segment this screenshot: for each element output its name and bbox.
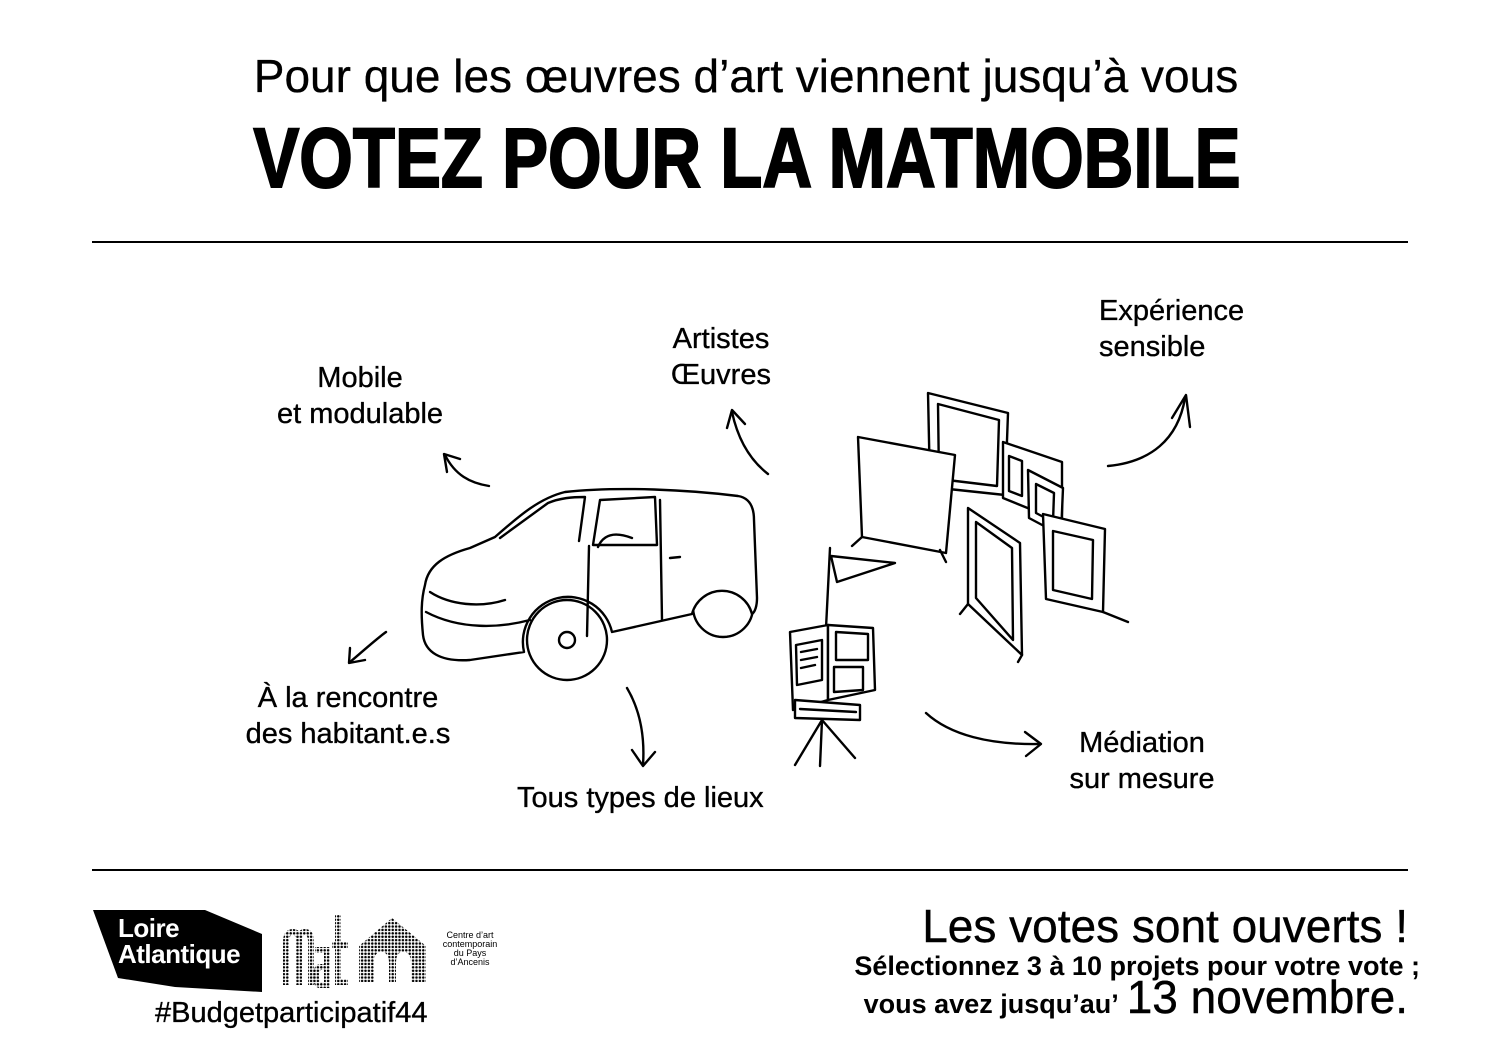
label-mediation xyxy=(1042,725,1242,797)
arrow-lieux-icon xyxy=(627,688,655,766)
label-line: sensible xyxy=(1099,331,1206,363)
arrow-artistes-icon xyxy=(727,410,768,474)
van-illustration xyxy=(422,489,757,680)
label-mobile xyxy=(250,360,470,432)
centre-art-name-line: contemporain xyxy=(442,939,498,949)
label-line: Médiation xyxy=(1079,727,1205,759)
van-door-handle xyxy=(670,557,680,558)
deadline-date: 13 novembre. xyxy=(1126,971,1408,1023)
exhibition-panels-illustration xyxy=(852,393,1128,662)
label-line: Expérience xyxy=(1099,295,1245,327)
label-line: Tous types de lieux xyxy=(517,782,764,814)
label-line: sur mesure xyxy=(1069,763,1215,795)
loire-atlantique-logo-line1: Loire xyxy=(118,913,180,943)
label-lieux xyxy=(517,780,764,816)
centre-art-house-logo xyxy=(359,918,426,982)
deadline-prefix: vous avez jusqu’au’ xyxy=(863,989,1119,1019)
label-line: Œuvres xyxy=(671,359,771,391)
label-line: des habitant.e.s xyxy=(245,718,451,750)
kiosk-tripod xyxy=(795,720,855,766)
label-rencontre xyxy=(238,680,458,752)
label-line: À la rencontre xyxy=(257,682,439,714)
subtitle: Pour que les œuvres d’art viennent jusqu’à vous xyxy=(253,50,1239,102)
van-front-wheel xyxy=(527,600,607,680)
centre-art-name-line: d’Ancenis xyxy=(450,957,490,967)
kiosk-illustration xyxy=(790,548,895,766)
arrow-mobile-icon xyxy=(444,454,489,486)
votes-open-heading: Les votes sont ouverts ! xyxy=(922,900,1408,952)
mat-logo xyxy=(286,915,348,985)
kiosk-books xyxy=(795,700,860,720)
label-line: Artistes xyxy=(672,323,770,355)
selection-info: Sélectionnez 3 à 10 projets pour votre vote ; xyxy=(854,951,1420,981)
page-title: VOTEZ POUR LA MATMOBILE xyxy=(253,111,1241,205)
centre-art-name-line: Centre d’art xyxy=(446,930,494,940)
divider-bottom xyxy=(92,869,1408,871)
centre-art-name xyxy=(436,931,504,967)
label-experience xyxy=(1099,293,1244,365)
centre-art-name-line: du Pays xyxy=(453,948,487,958)
exhibition-panel xyxy=(858,437,955,553)
kiosk-pole xyxy=(826,548,830,628)
kiosk-flag xyxy=(831,556,895,582)
label-line: Mobile xyxy=(317,362,403,394)
label-artistes xyxy=(621,321,821,393)
label-line: et modulable xyxy=(276,398,444,430)
loire-atlantique-logo-line2: Atlantique xyxy=(118,939,241,969)
arrow-mediation-icon xyxy=(926,713,1041,756)
arrow-experience-icon xyxy=(1108,395,1190,466)
arrow-rencontre-icon xyxy=(349,632,386,663)
hashtag: #Budgetparticipatif44 xyxy=(155,997,428,1029)
deadline-line xyxy=(864,971,1408,1035)
exhibition-panel-leg xyxy=(1103,612,1128,622)
